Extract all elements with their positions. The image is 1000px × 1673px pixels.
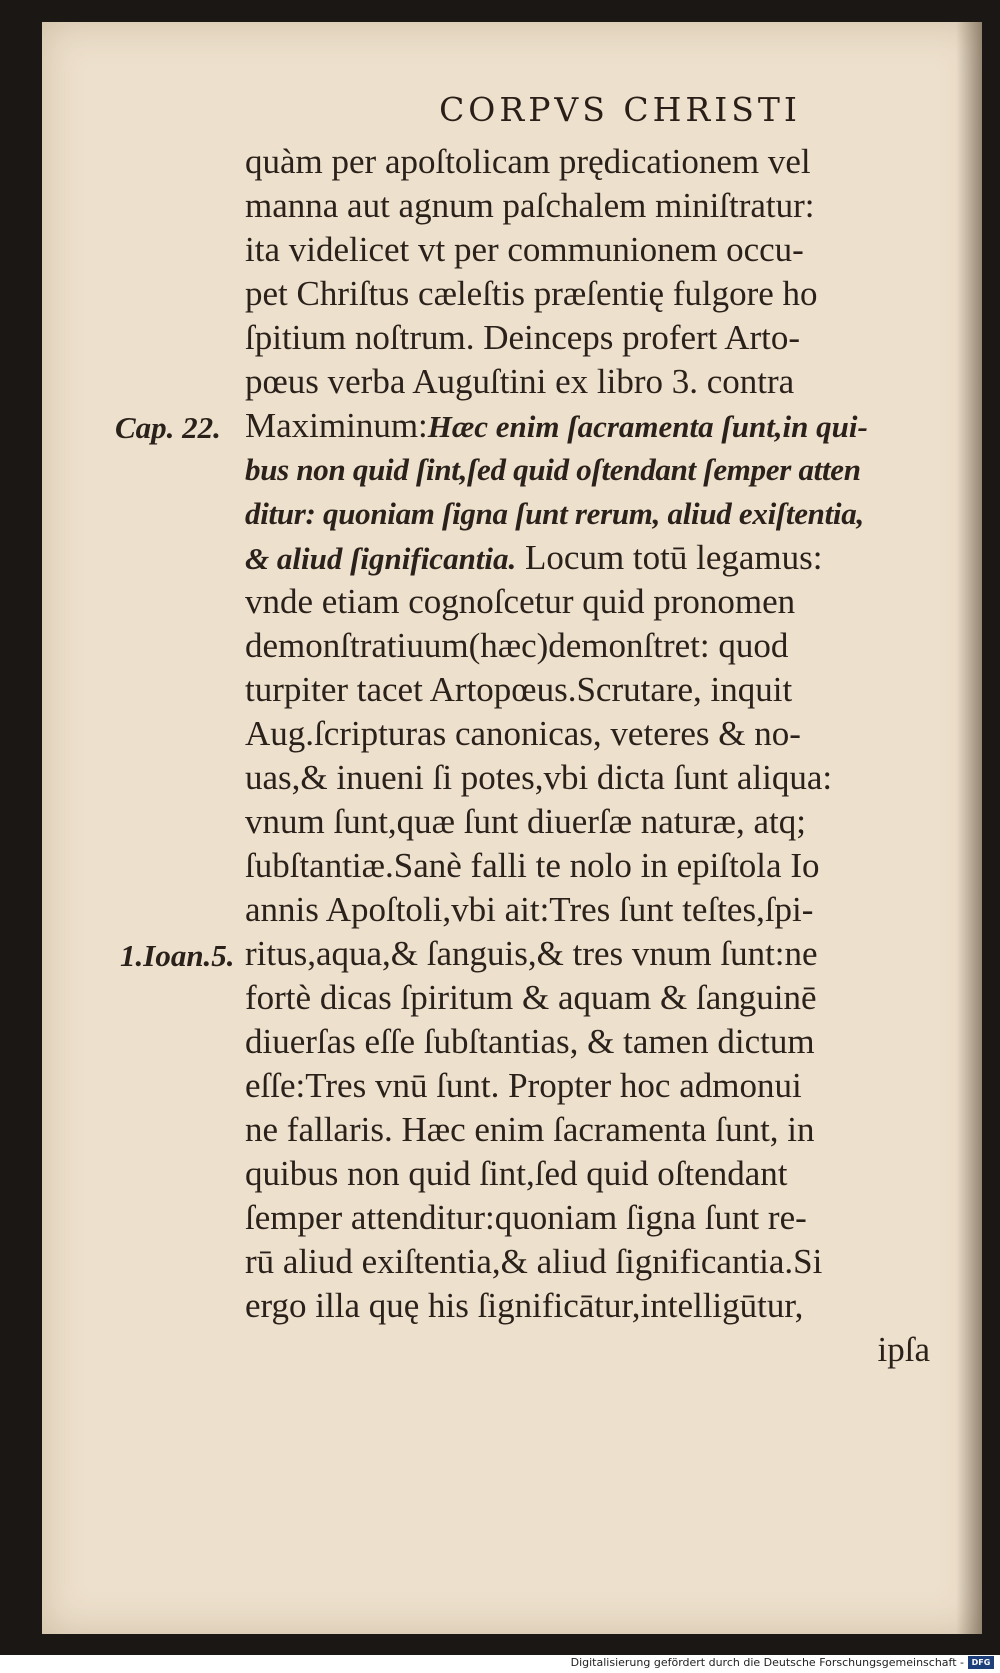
quote-segment: Hæc enim ſacramenta ſunt,in qui-	[427, 409, 868, 444]
text-line-mixed	[245, 404, 930, 448]
quote-line: bus non quid ſint,ſed quid oſtendant ſemper atten	[245, 452, 861, 487]
text-line: manna aut agnum paſchalem miniſtratur:	[245, 186, 815, 225]
text-line: demonſtratiuum(hæc)demonſtret: quod	[245, 626, 789, 665]
text-line: pet Chriſtus cæleſtis præſentię fulgore ho	[245, 274, 818, 313]
text-line: ſubſtantiæ.Sanè falli te nolo in epiſtola Io	[245, 846, 820, 885]
running-head: CORPVS CHRISTI	[439, 90, 801, 129]
text-segment: Locum totū legamus:	[516, 538, 823, 577]
margin-note-ioan: 1.Ioan.5.	[120, 938, 235, 973]
text-line: vnum ſunt,quæ ſunt diuerſæ naturæ, atq;	[245, 802, 806, 841]
text-segment: Maximinum:	[245, 406, 428, 445]
text-line: ſemper attenditur:quoniam ſigna ſunt re-	[245, 1198, 807, 1237]
text-line: vnde etiam cognoſcetur quid pronomen	[245, 582, 796, 621]
text-line: quibus non quid ſint,ſed quid oſtendant	[245, 1154, 788, 1193]
text-line: turpiter tacet Artopœus.Scrutare, inquit	[245, 670, 793, 709]
text-line: eſſe:Tres vnū ſunt. Propter hoc admonui	[245, 1066, 802, 1105]
text-line: quàm per apoſtolicam prędicationem vel	[245, 142, 811, 181]
text-line: uas,& inueni ſi potes,vbi dicta ſunt aliqua:	[245, 758, 833, 797]
quote-line: ditur: quoniam ſigna ſunt rerum, aliud exiſtentia,	[245, 496, 864, 531]
text-line: ita videlicet vt per communionem occu-	[245, 230, 804, 269]
margin-note-cap: Cap. 22.	[115, 410, 221, 445]
text-line: ne fallaris. Hæc enim ſacramenta ſunt, in	[245, 1110, 815, 1149]
body-text	[245, 140, 930, 1372]
text-line: annis Apoſtoli,vbi ait:Tres ſunt teſtes,ſpi-	[245, 890, 814, 929]
text-line: Aug.ſcripturas canonicas, veteres & no-	[245, 714, 801, 753]
text-line: ritus,aqua,& ſanguis,& tres vnum ſunt:ne	[245, 934, 818, 973]
text-line: fortè dicas ſpiritum & aquam & ſanguinē	[245, 978, 817, 1017]
quote-segment: & aliud ſignificantia.	[245, 541, 517, 576]
dfg-logo: DFG	[968, 1656, 994, 1669]
digitization-credit: Digitalisierung gefördert durch die Deutsche Forschungsgemeinschaft -	[570, 1656, 964, 1669]
text-line-mixed	[245, 536, 930, 580]
text-line: diuerſas eſſe ſubſtantias, & tamen dictum	[245, 1022, 815, 1061]
page-gutter-shadow	[956, 22, 982, 1634]
text-line: ergo illa quę his ſignificātur,intelligūtur,	[245, 1286, 804, 1325]
text-line: pœus verba Auguſtini ex libro 3. contra	[245, 362, 795, 401]
text-line: ſpitium noſtrum. Deinceps profert Arto-	[245, 318, 801, 357]
text-line: rū aliud exiſtentia,& aliud ſignificantia.Si	[245, 1242, 823, 1281]
catchword: ipſa	[877, 1330, 930, 1369]
